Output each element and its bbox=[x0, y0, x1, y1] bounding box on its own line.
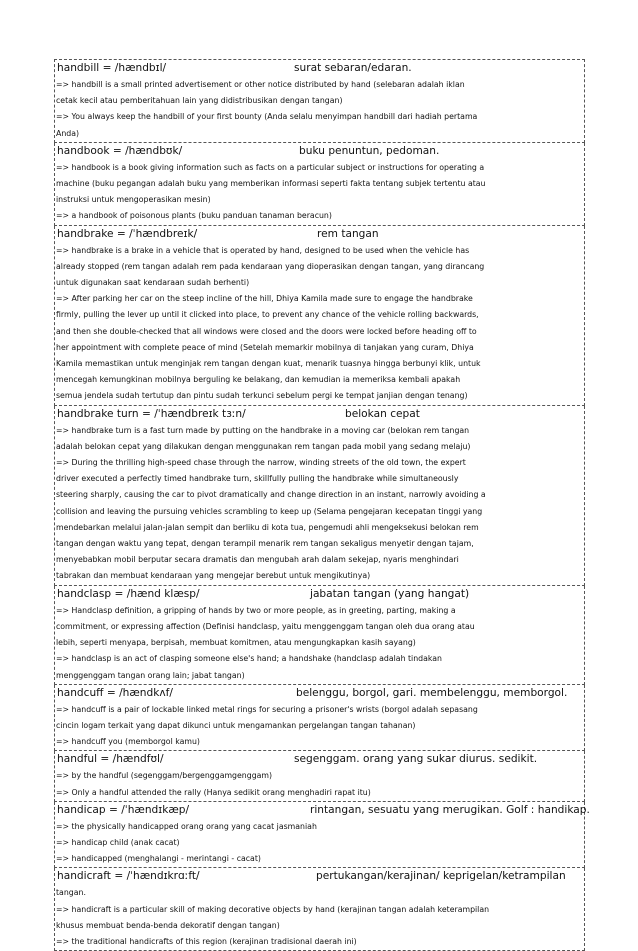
entry-line: commitment, or expressing affection (Definisi handclasp, yaitu menggenggam tangan oleh dua orang atau bbox=[56, 621, 475, 631]
entry-meaning: buku penuntun, pedoman. bbox=[299, 144, 440, 157]
entry-line: instruksi untuk mengoperasikan mesin) bbox=[56, 195, 211, 205]
entry-line: Kamila memastikan untuk menginjak rem tangan dengan kuat, menarik tuasnya hingga berbunyi klik, untuk bbox=[56, 359, 481, 369]
entry-line: cincin logam terkait yang dapat dikunci untuk mengamankan pergelangan tangan tahanan) bbox=[56, 720, 416, 730]
entry-term: handbook = /hændbʊk/ bbox=[57, 144, 183, 157]
entry-meaning: jabatan tangan (yang hangat) bbox=[310, 587, 470, 600]
entry-head bbox=[56, 751, 584, 768]
entry-line: driver executed a perfectly timed handbrake turn, skillfully pulling the handbrake while simultaneously bbox=[56, 474, 459, 484]
entry-head bbox=[56, 685, 584, 702]
entry-term: handful = /hændfʊl/ bbox=[57, 753, 164, 766]
entry-handcuff bbox=[54, 685, 585, 752]
entry-head bbox=[56, 586, 584, 603]
entry-handbook bbox=[54, 143, 585, 226]
entry-head bbox=[56, 802, 590, 819]
entry-term: handbrake turn = /ˈhændbreɪk tɜːn/ bbox=[57, 407, 246, 420]
entry-line: => the physically handicapped orang orang yang cacat jasmaniah bbox=[56, 821, 317, 831]
entry-handbrake bbox=[54, 226, 585, 406]
entry-meaning: rintangan, sesuatu yang merugikan. Golf : handikap. bbox=[310, 803, 590, 816]
entry-handclasp bbox=[54, 586, 585, 685]
entry-handbill bbox=[54, 59, 585, 143]
entry-line: tangan dengan waktu yang tepat, dengan terampil menarik rem tangan sekaligus menyetir dengan tajam, bbox=[56, 539, 474, 549]
entry-line: Anda) bbox=[56, 128, 80, 138]
entry-meaning: pertukangan/kerajinan/ keprigelan/ketrampilan bbox=[316, 870, 566, 883]
entry-meaning: rem tangan bbox=[317, 227, 379, 240]
entry-line: semua jendela sudah tertutup dan pintu sudah terkunci sebelum pergi ke tempat janjian dengan tenang) bbox=[56, 391, 468, 401]
entry-term: handicraft = /ˈhændɪkrɑːft/ bbox=[57, 870, 200, 883]
entry-handicap bbox=[54, 802, 590, 869]
entry-line: => Only a handful attended the rally (Hanya sedikit orang menghadiri rapat itu) bbox=[56, 787, 371, 797]
entry-head bbox=[56, 143, 584, 160]
entry-line: mencegah kemungkinan mobilnya berguling ke belakang, dan kemudian ia memeriksa kembali apakah bbox=[56, 375, 461, 385]
entry-line: => handbrake is a brake in a vehicle that is operated by hand, designed to be used when the vehicle has bbox=[56, 245, 470, 255]
entry-line: => handicap child (anak cacat) bbox=[56, 837, 180, 847]
entry-line: mendebarkan melalui jalan-jalan sempit dan berliku di kota tua, pengemudi ahli mengeksekusi belokan rem bbox=[56, 522, 479, 532]
entry-line: untuk digunakan saat kendaraan sudah berhenti) bbox=[56, 278, 250, 288]
entry-line: => by the handful (segenggam/bergenggamgenggam) bbox=[56, 771, 273, 781]
entry-line: menyebabkan mobil berputar secara dramatis dan mengubah arah dalam sekejap, nyaris menghindari bbox=[56, 555, 459, 565]
entry-line: tabrakan dan membuat kendaraan yang mengejar berebut untuk mengikutinya) bbox=[56, 571, 371, 581]
entry-handbrake-turn bbox=[54, 406, 585, 586]
entry-line: menggenggam tangan orang lain; jabat tangan) bbox=[56, 670, 245, 680]
entry-meaning: belenggu, borgol, gari. membelenggu, memborgol. bbox=[296, 686, 568, 699]
entry-line: => the traditional handicrafts of this region (kerajinan tradisional daerah ini) bbox=[56, 936, 357, 946]
entry-line: => handicraft is a particular skill of making decorative objects by hand (kerajinan tangan adalah keterampilan bbox=[56, 904, 490, 914]
entry-term: handclasp = /hænd klæsp/ bbox=[57, 587, 200, 600]
entry-head bbox=[56, 60, 584, 77]
entry-term: handbrake = /ˈhændbreɪk/ bbox=[57, 227, 198, 240]
entry-line: => handcuff is a pair of lockable linked metal rings for securing a prisoner's wrists (borgol adalah sepasang bbox=[56, 704, 478, 714]
entry-line: => a handbook of poisonous plants (buku panduan tanaman beracun) bbox=[56, 211, 332, 221]
entry-line: => handclasp is an act of clasping someone else's hand; a handshake (handclasp adalah tindakan bbox=[56, 654, 442, 664]
entry-line: lebih, seperti menyapa, berpisah, membuat komitmen, atau mengungkapkan kasih sayang) bbox=[56, 638, 416, 648]
entry-line: adalah belokan cepat yang dilakukan dengan menggunakan rem tangan pada mobil yang sedang melaju) bbox=[56, 441, 471, 451]
entry-handful bbox=[54, 751, 585, 801]
entry-line: => During the thrilling high-speed chase through the narrow, winding streets of the old town, the expert bbox=[56, 458, 466, 468]
entry-line: firmly, pulling the lever up until it clicked into place, to prevent any chance of the vehicle rolling backwards, bbox=[56, 310, 479, 320]
entry-meaning: surat sebaran/edaran. bbox=[294, 62, 412, 74]
entry-line: => handcuff you (memborgol kamu) bbox=[56, 737, 200, 747]
entry-line: => Handclasp definition, a gripping of hands by two or more people, as in greeting, parting, making a bbox=[56, 605, 456, 615]
entry-line: tangan. bbox=[56, 888, 86, 898]
entry-handicraft bbox=[54, 868, 585, 951]
entry-line: => After parking her car on the steep incline of the hill, Dhiya Kamila made sure to engage the handbrake bbox=[56, 294, 473, 304]
entry-head bbox=[56, 226, 584, 243]
entry-meaning: segenggam. orang yang sukar diurus. sedikit. bbox=[294, 753, 538, 766]
entry-line: => You always keep the handbill of your first bounty (Anda selalu menyimpan handbill dari hadiah pertama bbox=[56, 112, 478, 122]
entry-line: => handbrake turn is a fast turn made by putting on the handbrake in a moving car (belokan rem tangan bbox=[56, 425, 470, 435]
entry-line: already stopped (rem tangan adalah rem pada kendaraan yang dioperasikan dengan tangan, yang dirancang bbox=[56, 261, 485, 271]
entry-term: handicap = /ˈhændɪkæp/ bbox=[57, 803, 190, 816]
dictionary-sheet bbox=[54, 59, 590, 951]
entry-line: => handicapped (menghalangi - merintangi - cacat) bbox=[56, 854, 261, 864]
entry-line: cetak kecil atau pemberitahuan lain yang didistribusikan dengan tangan) bbox=[56, 96, 343, 106]
entry-line: her appointment with complete peace of mind (Setelah memarkir mobilnya di tanjakan yang curam, Dhiya bbox=[56, 342, 474, 352]
entry-line: khusus membuat benda-benda dekoratif dengan tangan) bbox=[56, 920, 280, 930]
entry-line: and then she double-checked that all windows were closed and the doors were locked before heading off to bbox=[56, 326, 477, 336]
entry-term: handcuff = /hændkʌf/ bbox=[57, 686, 173, 699]
entry-head bbox=[56, 868, 584, 885]
entry-line: => handbook is a book giving information such as facts on a particular subject or instructions for operating a bbox=[56, 162, 485, 172]
entry-term: handbill = /hændbɪl/ bbox=[57, 62, 167, 74]
entry-line: => handbill is a small printed advertisement or other notice distributed by hand (selebaran adalah iklan bbox=[56, 80, 465, 89]
entry-head bbox=[56, 406, 584, 423]
entry-line: collision and leaving the pursuing vehicles scrambling to keep up (Selama pengejaran kecepatan tinggi yang bbox=[56, 506, 483, 516]
entry-meaning: belokan cepat bbox=[345, 407, 420, 420]
entry-line: machine (buku pegangan adalah buku yang memberikan informasi seperti fakta tentang subjek tertentu atau bbox=[56, 179, 486, 189]
entry-line: steering sharply, causing the car to pivot dramatically and change direction in an instant, narrowly avoiding a bbox=[56, 490, 486, 500]
